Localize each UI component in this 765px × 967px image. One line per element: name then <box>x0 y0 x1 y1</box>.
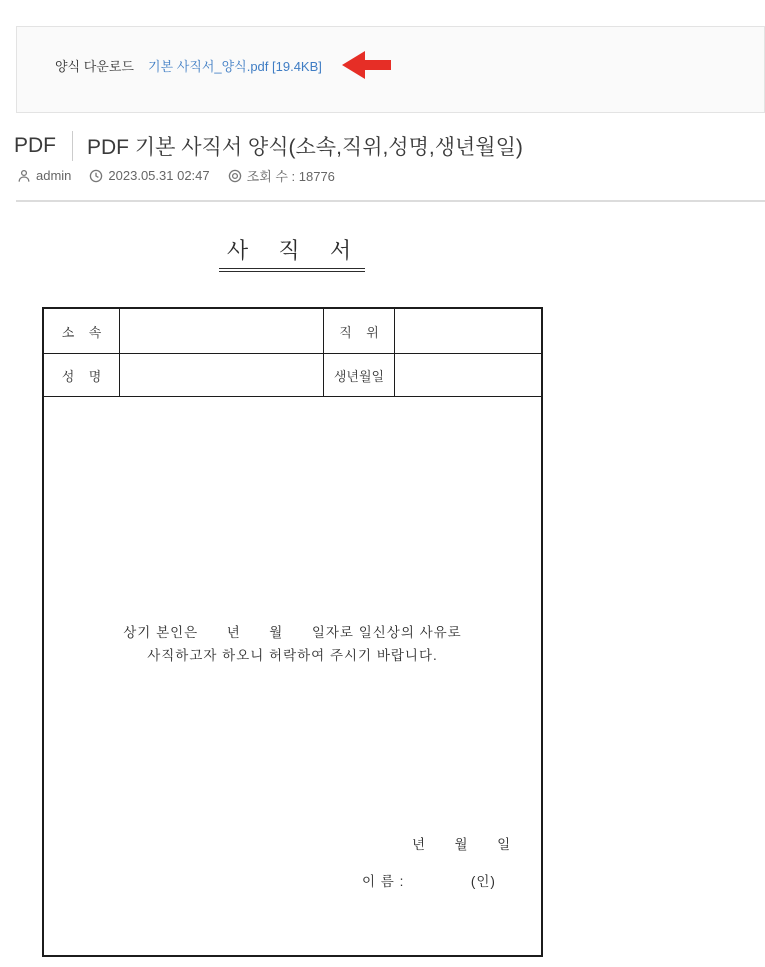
birthdate-label-cell: 생년월일 <box>324 354 395 396</box>
title-divider <box>72 131 73 161</box>
name-label-cell: 성 명 <box>44 354 120 396</box>
post-title-row <box>14 131 523 161</box>
red-arrow-left-icon <box>342 51 392 79</box>
document-title-wrap <box>42 234 542 272</box>
date-group <box>89 168 209 183</box>
birthdate-value-cell <box>395 354 541 396</box>
attachment-file-link[interactable]: 기본 사직서_양식.pdf [19.4KB] <box>147 58 322 74</box>
signature-line: 이 름 : (인) <box>362 874 496 889</box>
date-blank-line: 년 월 일 <box>412 837 512 852</box>
statement-line-1: 상기 본인은 년 월 일자로 일신상의 사유로 <box>123 625 462 640</box>
resignation-form-preview <box>42 307 543 957</box>
table-row <box>44 354 541 397</box>
resignation-statement <box>44 621 541 667</box>
attachment-row <box>17 27 764 79</box>
statement-line-2: 사직하고자 하오니 허락하여 주시기 바랍니다. <box>147 648 438 663</box>
post-date: 2023.05.31 02:47 <box>108 168 210 183</box>
attachment-download-box <box>16 26 765 113</box>
position-label-cell: 직 위 <box>324 309 395 353</box>
author-group <box>17 168 71 183</box>
document-body <box>44 397 541 957</box>
view-count: 조회 수 : 18776 <box>246 169 335 184</box>
page-title: PDF 기본 사직서 양식(소속,직위,성명,생년월일) <box>87 136 523 159</box>
table-row <box>44 309 541 354</box>
header-divider <box>16 200 765 202</box>
person-icon <box>17 169 31 183</box>
affiliation-label-cell: 소 속 <box>44 309 120 353</box>
post-meta-row <box>17 166 347 185</box>
position-value-cell <box>395 309 541 353</box>
document-title: 사 직 서 <box>219 234 365 272</box>
author-name: admin <box>36 168 72 183</box>
download-label: 양식 다운로드 <box>55 58 134 74</box>
name-value-cell <box>120 354 324 396</box>
post-category: PDF <box>14 134 56 157</box>
clock-icon <box>89 169 103 183</box>
affiliation-value-cell <box>120 309 324 353</box>
bullseye-eye-icon <box>228 169 242 183</box>
views-group <box>228 166 335 185</box>
